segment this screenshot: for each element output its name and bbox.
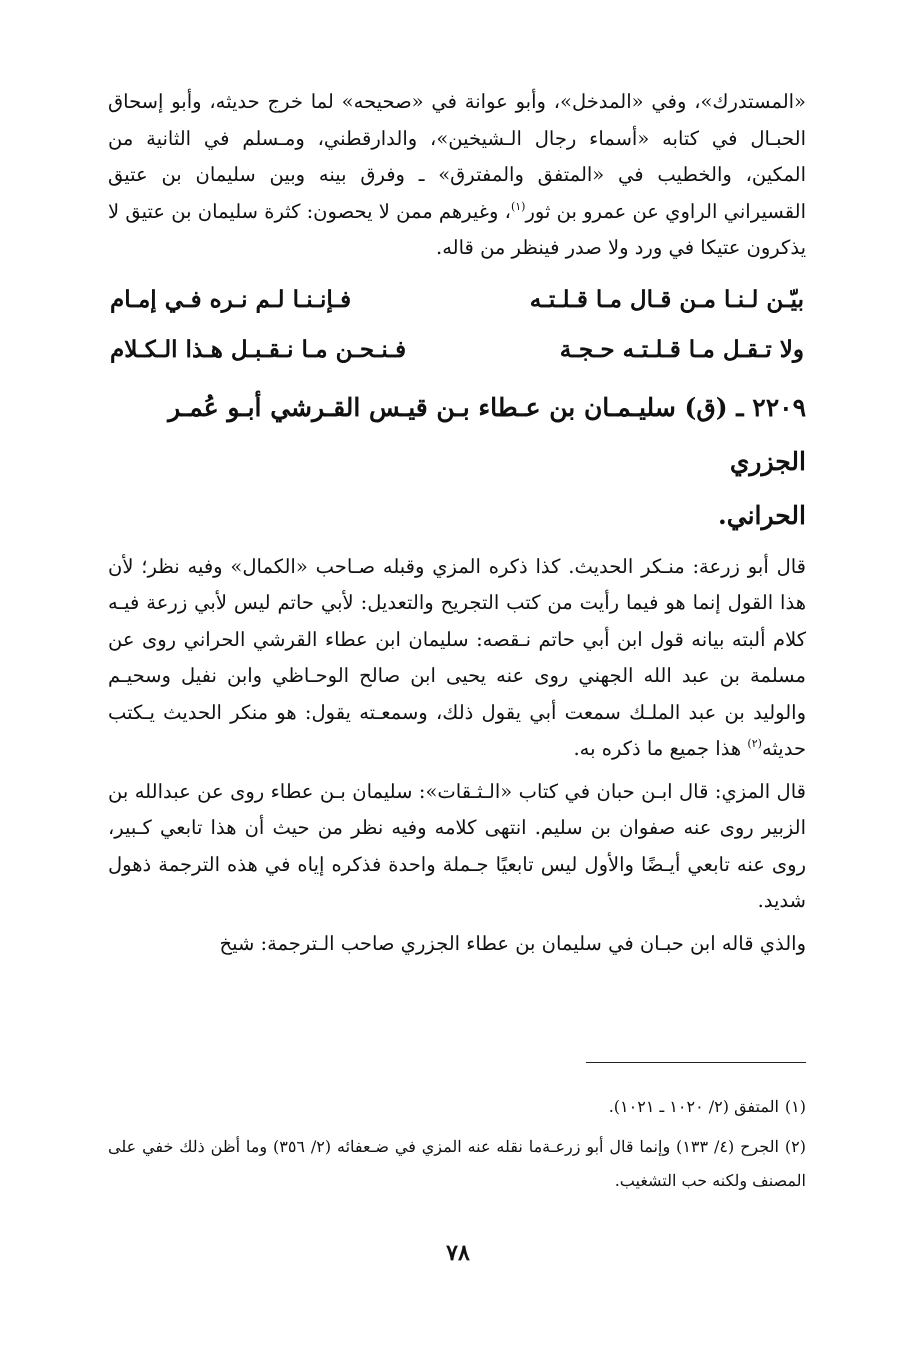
- footnotes: [108, 1090, 806, 1204]
- page-number: ٧٨: [446, 1240, 470, 1266]
- footnote-text: الجرح (٤/ ١٣٣) وإنما قال أبو زرعـةما نقله عنه المزي في ضـعفائه (٢/ ٣٥٦) وما أظن ذلك خفي على المصنف ولكنه حب التشغيب.: [108, 1137, 806, 1190]
- verse-hemistich-right: بيّـن لـنـا مـن قـال مـا قـلـتـه: [529, 285, 804, 313]
- entry-heading-line: الحراني.: [718, 500, 806, 530]
- verse-hemistich-left: فـنـحـن مـا نـقـبـل هـذا الـكـلام: [110, 335, 407, 363]
- main-text: [108, 84, 806, 968]
- verse-hemistich-right: ولا تـقـل مـا قـلـتـه حـجـة: [559, 335, 804, 363]
- paragraph-al-mizzi: قال المزي: قال ابـن حبان في كتاب «الـثـقات»: سليمان بـن عطاء روى عن عبدالله بن الزبير روى عنه صفوان بن سليم. انتهى كلامه وفيه نظر من حيث أن هذا تابعي كـبير، روى عنه تابعي أيـضًا والأول ليس تابعيًا جـملة واحدة فذكره إياه في هذه الترجمة ذهول شديد.: [108, 779, 806, 912]
- entry-heading-line: ٢٢٠٩ ـ (ق) سليـمـان بن عـطاء بـن قيـس القـرشي أبـو عُمـر الجزري: [168, 392, 806, 476]
- verse-hemistich-left: فـإنـنـا لـم نـره فـي إمـام: [110, 285, 352, 313]
- paragraph-abu-zura: قال أبو زرعة: منـكر الحديث. كذا ذكره المزي وقبله صـاحب «الكمال» وفيه نظر؛ لأن هذا القول إنما هو فيما رأيت من كتب التجريح والتعديل: لأبي حاتم ليس لأبي زرعة فيـه كلام ألبته بيانه قول ابن أبي حاتم نـقصه: سليمان ابن عطاء القرشي الحراني روى عن مسلمة بن عبد الله الجهني روى عنه يحيى ابن صالح الوحـاظي وابن نفيل وسحيـم والوليد بن عبد الملـك سمعت أبي يقول ذلك، وسمعـته يقول: هو منكر الحديث يـكتب حديثه$^{(٢)}$ هذا جميع ما ذكره به.: [108, 554, 806, 760]
- footnote-number: (٢): [784, 1137, 806, 1156]
- footnote: [108, 1090, 806, 1124]
- footnote: [108, 1130, 806, 1198]
- footnote-number: (١): [784, 1097, 806, 1116]
- intro-paragraph: «المستدرك»، وفي «المدخل»، وأبو عوانة في «صحيحه» لما خرج حديثه، وأبو إسحاق الحبـال في كتابه «أسماء رجال الـشيخين»، والدارقطني، ومـسلم في الثانية من المكين، والخطيب في «المتفق والمفترق» ـ وفرق بينه وبين سليمان بن عتيق القسيراني الراوي عن عمرو بن ثور$^{(١)}$، وغيرهم ممن لا يحصون: كثرة سليمان بن عتيق لا يذكرون عتيكا في ورد ولا صدر فينظر من قاله.: [108, 90, 806, 259]
- footnote-ref[interactable]: (٢): [747, 737, 762, 750]
- verse-line: [108, 325, 806, 375]
- paragraph-ibn-hibban: والذي قاله ابن حبـان في سليمان بن عطاء الجزري صاحب الـترجمة: شيخ: [219, 931, 806, 955]
- verse-line: [108, 275, 806, 325]
- footnote-text: المتفق (٢/ ١٠٢٠ ـ ١٠٢١).: [608, 1097, 779, 1116]
- poem-verses: [108, 275, 806, 375]
- entry-heading: [108, 381, 806, 543]
- footnote-divider: [586, 1062, 806, 1063]
- footnote-ref[interactable]: (١): [510, 199, 526, 213]
